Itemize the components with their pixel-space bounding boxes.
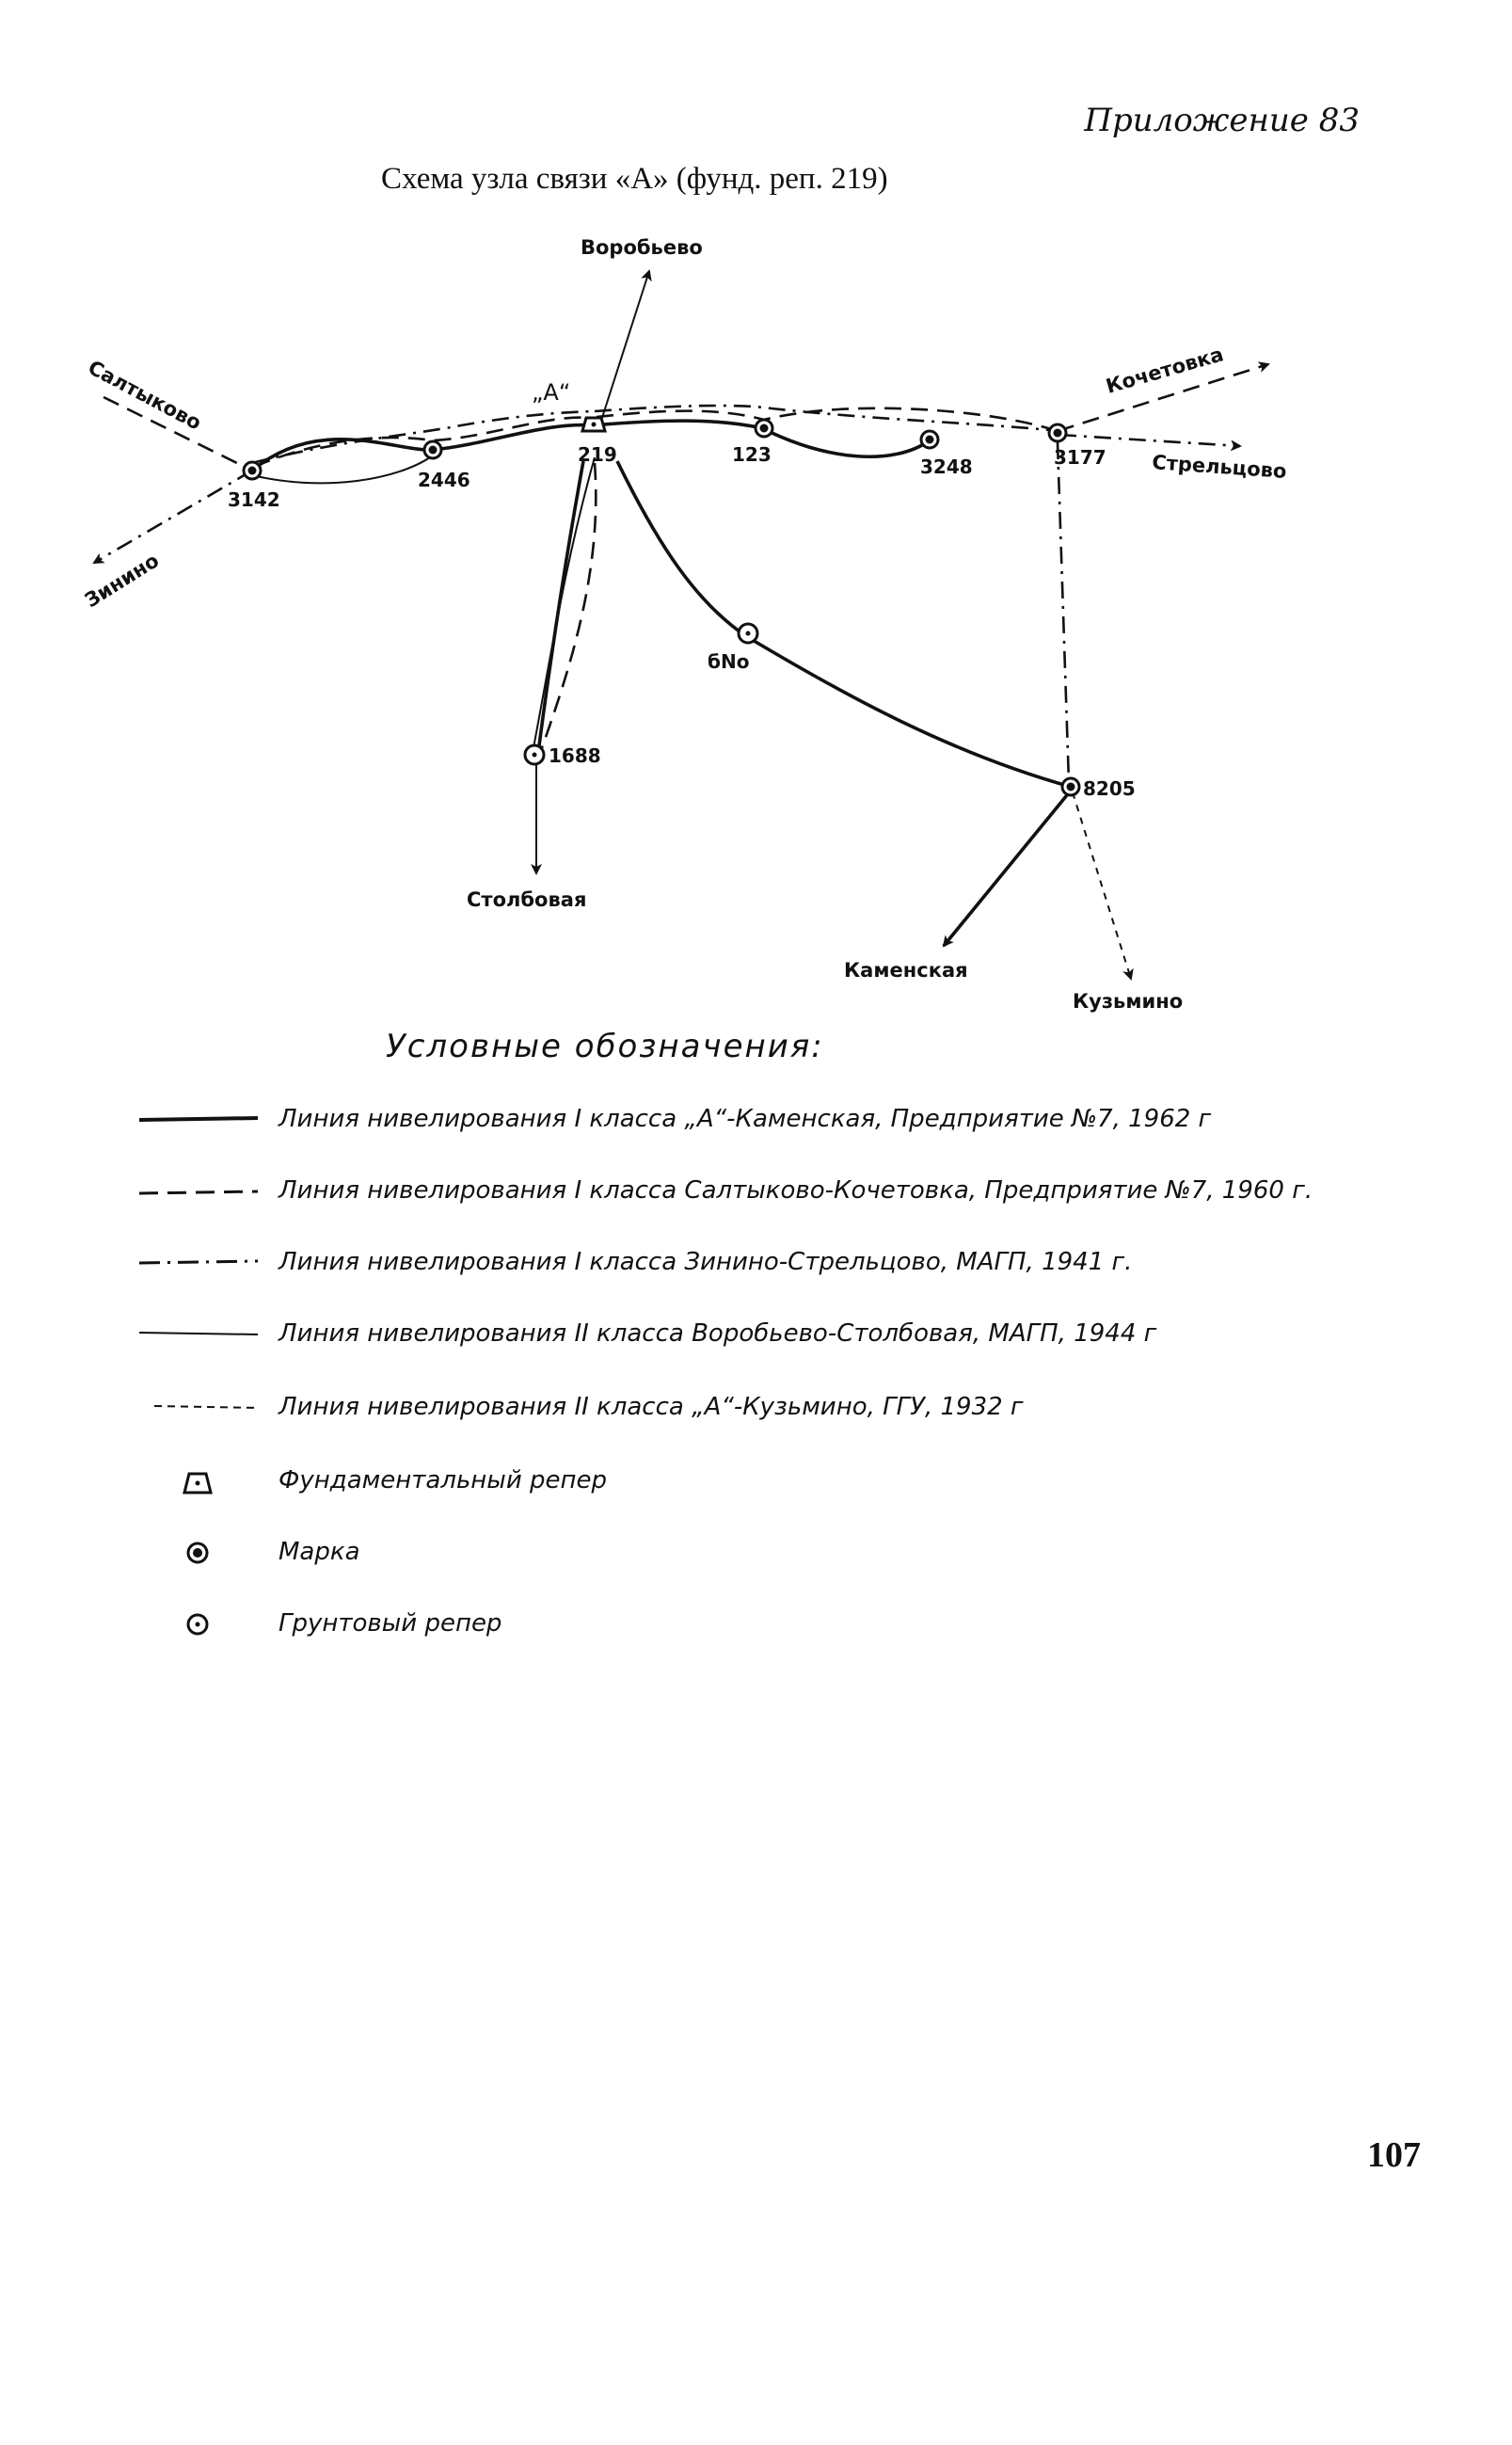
node-label-1688: 1688	[549, 744, 601, 767]
node-label-6: бNo	[708, 650, 750, 673]
ground-benchmark-icon	[139, 1604, 262, 1645]
legend-text: Фундаментальный репер	[279, 1466, 607, 1494]
node-label-8205: 8205	[1083, 777, 1136, 800]
line-class1-saltykovo-kochetovka	[103, 364, 1268, 753]
node-label-a: „А“	[532, 379, 571, 406]
legend-text: Линия нивелирования I класса „А“-Каменская, Предприятие №7, 1962 г	[279, 1105, 1212, 1133]
legend-item	[139, 1387, 1381, 1429]
node-label-219: 219	[578, 443, 617, 466]
node-label-2446: 2446	[418, 469, 470, 491]
legend-text: Марка	[279, 1538, 360, 1566]
fundamental-benchmark-219	[582, 418, 605, 431]
dest-label-kochetovka: Кочетовка	[1103, 343, 1226, 398]
mark-2446	[424, 441, 441, 458]
node-label-3177: 3177	[1054, 446, 1106, 469]
dest-label-kamenskaya: Каменская	[844, 959, 968, 982]
legend-item	[139, 1604, 1381, 1645]
dest-label-saltykovo: Салтыково	[84, 356, 205, 435]
legend-item	[139, 1171, 1381, 1212]
mark-icon	[139, 1532, 262, 1574]
legend-item	[139, 1532, 1381, 1574]
legend-item	[139, 1242, 1381, 1284]
ground-benchmark-1688	[525, 745, 544, 764]
mark-8205	[1062, 778, 1079, 795]
legend-text: Линия нивелирования II класса Воробьево-Столбовая, МАГП, 1944 г	[279, 1319, 1157, 1348]
line-class1-a-kamenskaya	[252, 421, 1071, 946]
legend-item	[139, 1314, 1381, 1355]
legend-sample-solid-thick	[139, 1099, 262, 1141]
dest-label-kuzmino: Кузьмино	[1073, 990, 1184, 1013]
legend-text: Линия нивелирования I класса Зинино-Стрельцово, МАГП, 1941 г.	[279, 1248, 1133, 1276]
page-title: Схема узла связи «А» (фунд. реп. 219)	[381, 162, 888, 196]
legend-sample-dotted-dashed	[139, 1387, 262, 1429]
legend-text: Линия нивелирования I класса Салтыково-Кочетовка, Предприятие №7, 1960 г.	[279, 1176, 1313, 1205]
legend-sample-dashed	[139, 1171, 262, 1212]
mark-123	[756, 420, 772, 437]
legend-item	[139, 1099, 1381, 1141]
legend-item	[139, 1461, 1381, 1502]
mark-3177	[1049, 424, 1066, 441]
dest-label-stolbovaya: Столбовая	[467, 888, 587, 911]
mark-3142	[244, 462, 261, 479]
node-label-3142: 3142	[228, 488, 280, 511]
legend-text: Грунтовый репер	[279, 1609, 502, 1638]
dest-label-vorobyevo: Воробьево	[581, 236, 703, 259]
fundamental-benchmark-icon	[139, 1461, 262, 1502]
dest-label-streltsovo: Стрельцово	[1151, 451, 1288, 483]
dest-label-zinino: Зинино	[80, 549, 164, 613]
mark-3248	[921, 431, 938, 448]
page-number: 107	[1367, 2135, 1421, 2175]
legend-text: Линия нивелирования II класса „А“-Кузьмино, ГГУ, 1932 г	[279, 1393, 1024, 1421]
legend-sample-solid-thin	[139, 1314, 262, 1355]
legend-title: Условные обозначения:	[386, 1028, 824, 1065]
appendix-label: Приложение 83	[1084, 102, 1360, 139]
node-label-3248: 3248	[920, 455, 973, 478]
line-class2-a-kuzmino	[1073, 792, 1131, 979]
legend-sample-dash-dot	[139, 1242, 262, 1284]
node-label-123: 123	[732, 443, 772, 466]
ground-benchmark-6	[739, 624, 757, 643]
